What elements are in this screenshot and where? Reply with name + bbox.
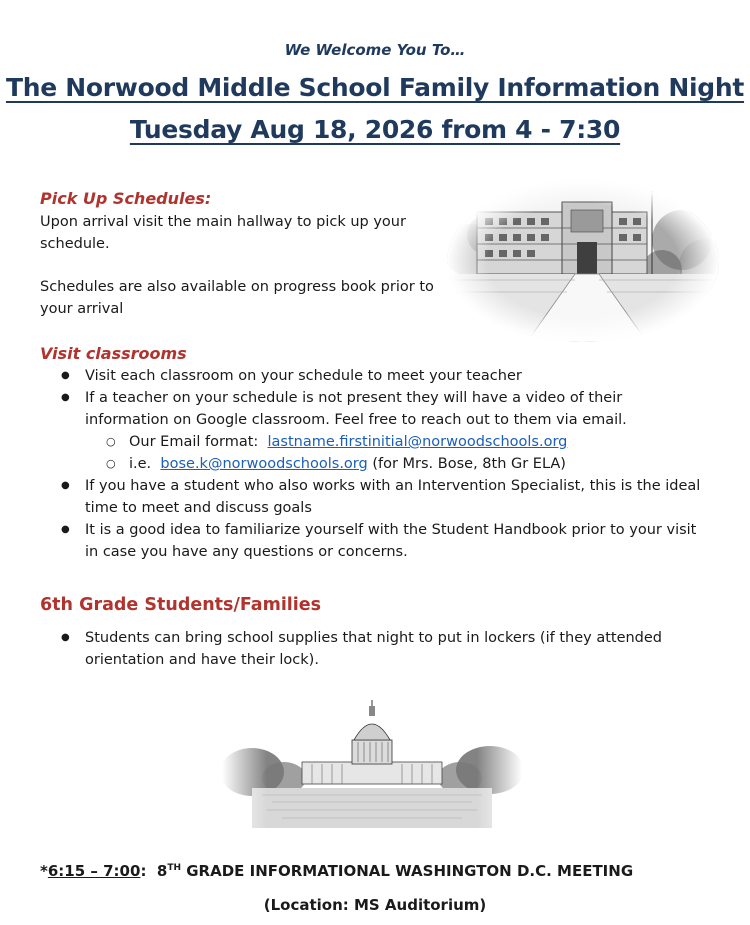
page-title: The Norwood Middle School Family Information Night (5, 73, 745, 102)
meeting-time: 6:15 – 7:00 (47, 862, 141, 880)
list-item (40, 475, 730, 519)
list-item (40, 365, 730, 387)
bullet-text: ● If a teacher on your schedule is not present they will have a video of their (85, 390, 623, 406)
email-format-link[interactable]: lastname.firstinitial@norwoodschools.org (267, 434, 568, 450)
capitol-image (222, 700, 522, 845)
classrooms-list (40, 365, 730, 563)
sub-list-item (40, 431, 730, 453)
bullet-text: ● It is a good idea to familiarize yourself with the Student Handbook prior to your visit (85, 522, 697, 538)
sub-text: i.e. (129, 456, 161, 472)
bullet-text: Visit each classroom on your schedule to meet your teacher (85, 368, 522, 384)
school-building-image (447, 180, 719, 342)
list-item (40, 519, 730, 563)
meeting-text: : 8 (140, 862, 168, 880)
bullet-text: orientation and have their lock). (85, 652, 319, 668)
event-date-time: Tuesday Aug 18, 2026 from 4 - 7:30 (129, 115, 621, 144)
pickup-para2-line2: your arrival (40, 301, 124, 317)
classrooms-heading: Visit classrooms (40, 344, 187, 363)
bullet-text: information on Google classroom. Feel free to reach out to them via email. (85, 412, 627, 428)
pickup-heading: Pick Up Schedules: (40, 189, 212, 208)
list-item (40, 387, 730, 431)
email-example-link[interactable]: bose.k@norwoodschools.org (160, 456, 368, 472)
meeting-text: GRADE INFORMATIONAL WASHINGTON D.C. MEETING (181, 862, 634, 880)
sub-text: Our Email format: (129, 434, 268, 450)
sub-text: (for Mrs. Bose, 8th Gr ELA) (367, 456, 566, 472)
bullet-text: ● If you have a student who also works with an Intervention Specialist, this is the ideal (85, 478, 701, 494)
sixth-grade-heading: 6th Grade Students/Families (40, 595, 322, 615)
bullet-text: in case you have any questions or concerns. (85, 544, 408, 560)
pickup-paragraph-1 (40, 211, 406, 255)
asterisk: * (40, 862, 48, 880)
ordinal-suffix: TH (167, 863, 181, 873)
sixth-grade-list (40, 627, 730, 671)
welcome-tagline: We Welcome You To… (284, 41, 466, 59)
dc-meeting-line (40, 862, 633, 880)
meeting-location: (Location: MS Auditorium) (263, 896, 487, 914)
pickup-para1-line2: schedule. (40, 236, 110, 252)
pickup-para1-line1: Upon arrival visit the main hallway to pick up your (40, 214, 406, 230)
sub-list-item (40, 453, 730, 475)
list-item (40, 627, 730, 671)
bullet-text: ● Students can bring school supplies that night to put in lockers (if they attended (85, 630, 663, 646)
bullet-text: time to meet and discuss goals (85, 500, 312, 516)
pickup-paragraph-2 (40, 276, 434, 320)
pickup-para2-line1: Schedules are also available on progress book prior to (40, 279, 434, 295)
